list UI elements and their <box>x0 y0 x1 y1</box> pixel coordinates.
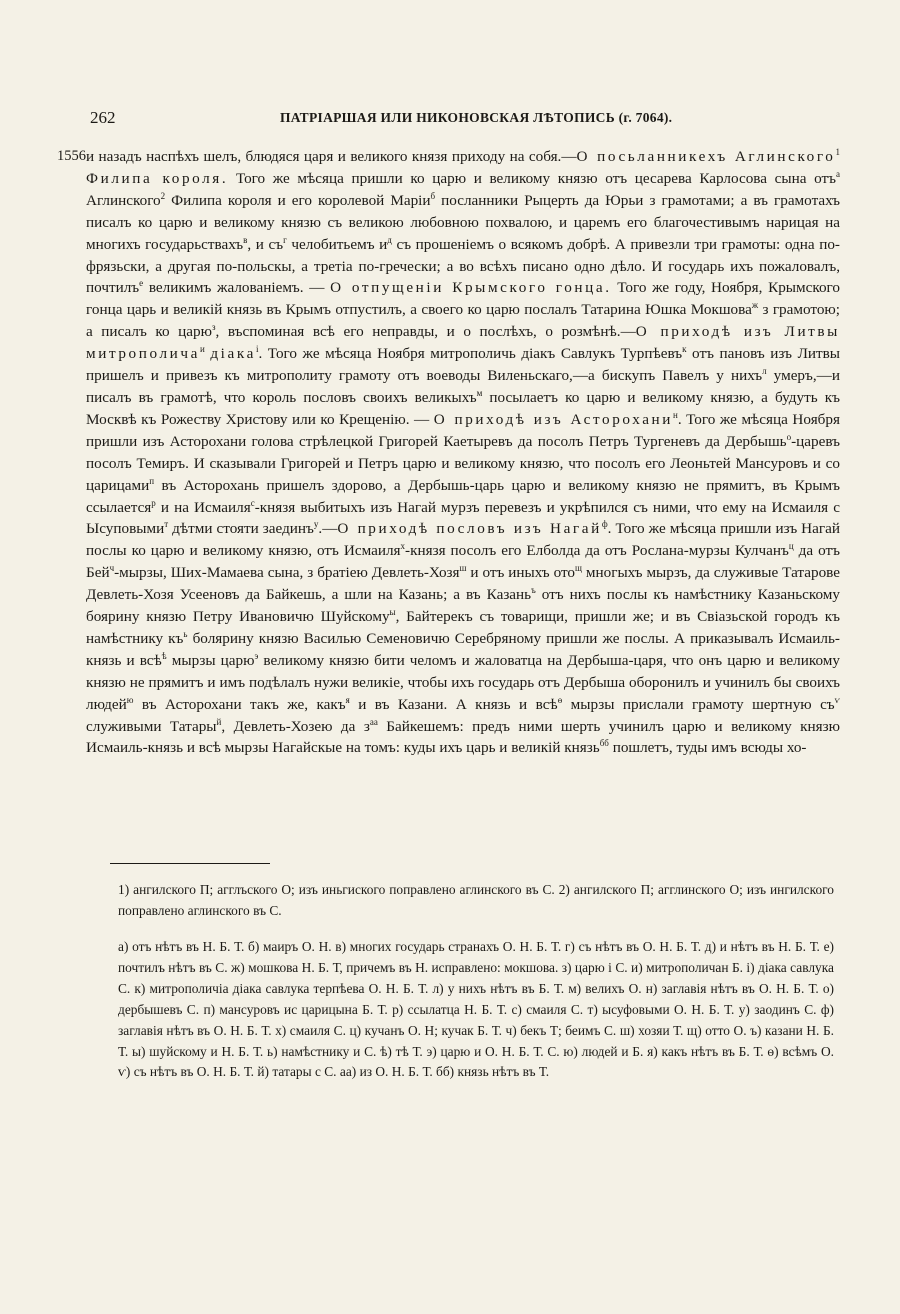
text-run: Байкешемъ: предъ ними шерть учинилъ царю и великому князю Исмаиль-князь и всѣ мырзы Нагайскые на томъ: куды ихъ царь и великій князь <box>86 717 841 757</box>
section-heading: Филипа короля. <box>86 169 229 187</box>
text-run: Аглинского <box>86 191 161 209</box>
text-run: дѣтми стояти заединъ <box>168 520 314 538</box>
variant-ref[interactable]: с <box>250 497 255 508</box>
section-heading: О отпущеніи Крымского гонца. <box>330 279 612 297</box>
text-run: отъ пановъ изъ Литвы пришелъ и привезъ къ митрополиту грамоту отъ воеводы Виленьскаго,—а бискупъ Павелъ у нихъ <box>86 345 841 385</box>
variant-ref[interactable]: у <box>313 519 319 530</box>
variant-ref[interactable]: ч <box>109 563 115 574</box>
text-run: -мырзы, Ших-Мамаева сына, з братіею Девлеть-Хозя <box>114 564 460 582</box>
variant-ref[interactable]: а <box>836 168 840 179</box>
text-run: , и съ <box>247 235 284 253</box>
text-run: Филипа короля и его королевой Маріи <box>165 191 431 209</box>
section-heading: О приходѣ пословъ изъ Нагай <box>337 520 602 538</box>
text-run: мырзы царю <box>166 651 255 669</box>
text-run: . Того же мѣсяца Ноября митрополичь діакъ Савлукъ Турпѣевъ <box>258 345 683 363</box>
section-heading: О посьланникехъ Аглинского <box>576 148 836 165</box>
text-run: болярину князю Василью Семеновичю Серебряному пришли же послы. А приказывалъ Исмаиль-князь и всѣ <box>86 629 840 669</box>
variant-ref[interactable]: т <box>164 519 169 530</box>
variant-ref[interactable]: я <box>345 694 350 705</box>
numbered-footnotes <box>118 880 834 921</box>
variant-ref[interactable]: в <box>243 234 248 245</box>
variant-ref[interactable]: ф <box>601 519 608 530</box>
variant-ref[interactable]: з <box>211 322 216 333</box>
footnote-divider <box>110 863 270 864</box>
text-run: -князя посолъ его Елболда да отъ Рослана-мурзы Кулчанъ <box>405 542 789 560</box>
variant-ref[interactable]: ѵ <box>834 694 840 705</box>
variant-ref[interactable]: ь <box>183 628 188 639</box>
page-header <box>90 108 830 134</box>
variant-ref[interactable]: б <box>430 190 436 201</box>
variant-ref[interactable]: ш <box>459 563 467 574</box>
text-run: пошлетъ, туды имъ всюды хо- <box>608 739 807 757</box>
text-run: отъ нихъ послы къ намѣстнику Казаньскому боярину князю Петру Ивановичю Шуйскому <box>86 586 840 626</box>
variant-ref[interactable]: ѳ <box>557 694 563 705</box>
text-run: великому князю бити челомъ и жаловатца на Дербыша-царя, что онъ царю и великому князю не прямитъ и имъ подѣлалъ нужи великіе, чтобы ихъ государь отъ Дербыша оборонилъ и учинилъ бы своихъ людей <box>86 651 840 713</box>
text-run: . Того же мѣсяца Ноября пришли изъ Асторохани голова стрѣлецкой Григорей Каетыревъ да посолъ Петръ Тургеневъ да Дербышь <box>86 410 840 450</box>
variant-ref[interactable]: х <box>400 541 406 552</box>
text-run: з грамотою; а писалъ ко царю <box>86 301 840 341</box>
main-text <box>86 146 840 759</box>
variant-apparatus <box>118 937 834 1083</box>
text-run: посланники Рыцерть да Юрьи з грамотами; а въ грамотахъ писалъ ко царю и великому князю съ великою любовною похвалою, и царемъ его благочестивымъ нарицая на многихъ государьствахъ <box>86 191 840 253</box>
variant-ref[interactable]: бб <box>599 738 609 749</box>
variant-ref[interactable]: й <box>216 716 222 727</box>
variant-ref[interactable]: н <box>673 409 678 420</box>
text-run: .— <box>318 520 338 538</box>
text-run: посылаетъ ко царю и великому князю, а будуть къ Москвѣ къ Рожеству Христову или ко Крещенію. — <box>86 388 840 428</box>
margin-year: 1556 <box>57 148 86 164</box>
text-run: Того же мѣсяца пришли ко царю и великому князю отъ цесарева Карлосова сына отъ <box>228 169 836 187</box>
variant-ref[interactable]: к <box>682 344 687 355</box>
text-run: въ Асторохани такъ же, какъ <box>133 695 346 713</box>
variant-ref[interactable]: р <box>151 497 156 508</box>
text-run: и въ Казани. А князь и всѣ <box>349 695 558 713</box>
text-run: -царевъ посолъ Темиръ. И сказывали Григорей и Петръ царю и великому князю, что посолъ его Леоньтей Мансуровъ и со царицами <box>86 432 840 494</box>
running-title: ПАТРІАРШАЯ ИЛИ НИКОНОВСКАЯ ЛѢТОПИСЬ (г. 7064). <box>280 110 673 125</box>
variant-ref[interactable]: ы <box>389 607 396 618</box>
variant-ref[interactable]: ѣ <box>161 650 167 661</box>
text-run: съ прошеніемъ о всякомъ добрѣ. А привезли три грамоты: одна по-фрязьски, а другая по-польскы, а третіа по-гречески; а во всѣхъ писано одно дѣло. И государь ихъ пожаловалъ, почтилъ <box>86 235 840 297</box>
page-number: 262 <box>90 108 116 127</box>
variant-ref[interactable]: п <box>149 475 155 486</box>
variant-ref[interactable]: г <box>283 234 287 245</box>
text-run: Того же году, Ноября, Крымского гонца царь и великій князь въ Крымъ отпустилъ, а своего ко царю послалъ Татарина Юшка Мокшова <box>86 279 840 319</box>
text-run: -князя выбитыхъ изъ Нагай мурзъ перевезъ и укрѣпился съ ними, что ему на Исмаиля с Ысуповыми <box>86 498 840 538</box>
text-run: челобитьемъ и <box>286 235 388 253</box>
text-run: мырзы прислали грамоту шертную съ <box>562 695 835 713</box>
text-run: въ Асторохань пришелъ здорово, а Дербышь-царь царю и великому князю не прямитъ, въ Крымъ ссылается <box>86 476 840 516</box>
text-run: великимъ жалованіемъ. — <box>143 279 331 297</box>
footnote-ref[interactable]: 2 <box>160 190 166 201</box>
footnote-ref[interactable]: 1 <box>835 147 840 157</box>
variant-ref[interactable]: о <box>786 431 792 442</box>
text-run: и на Исмаиля <box>155 498 251 516</box>
variant-ref[interactable]: е <box>139 278 144 289</box>
text-run: . Того же мѣсяца пришли изъ Нагай послы ко царю и великому князю, отъ Исмаиля <box>86 520 840 560</box>
section-heading: діака <box>210 345 256 363</box>
variant-ref[interactable]: д <box>387 234 392 245</box>
variant-ref[interactable]: ц <box>788 541 794 552</box>
section-heading: О приходѣ изъ Литвы митрополича <box>86 323 840 363</box>
text-run: и назадъ наспѣхъ шелъ, блюдяся царя и великого князя приходу на собя.— <box>86 148 577 165</box>
variant-ref[interactable]: щ <box>575 563 582 574</box>
text-run: да отъ Бей <box>86 542 840 582</box>
text-run: и отъ иныхъ ото <box>466 564 575 582</box>
variant-ref[interactable]: э <box>254 650 259 661</box>
text-run: умеръ,—и писалъ въ грамотѣ, что король пословъ своихъ великыхъ <box>86 367 840 406</box>
variant-ref[interactable]: ж <box>751 300 759 311</box>
variant-ref[interactable]: и <box>199 344 205 355</box>
text-run: многыхъ мырзъ, да служивые Татарове Девлеть-Хозя Усееновъ да Байкешь, а шли на Казань; а въ Казань <box>86 564 840 604</box>
text-run: служивыми Татары <box>86 717 217 735</box>
text-run: , Байтерекъ съ товарищи, пришли же; и въ Свіазьской городъ къ намѣстнику къ <box>86 608 840 647</box>
variant-ref[interactable]: м <box>476 387 483 398</box>
footnote-item: 1) ангилского П; агглъского О; изъ иньгиского поправлено аглинского въ С. 2) ангилского П; агглинского О; изъ ингилского поправлено аглинского въ С. <box>118 882 834 918</box>
variant-ref[interactable]: аа <box>369 716 378 727</box>
variant-ref[interactable]: і <box>255 344 259 355</box>
variant-ref[interactable]: ъ <box>531 585 536 596</box>
text-run: , Девлеть-Хозею да з <box>221 717 370 735</box>
variant-ref[interactable]: ю <box>126 694 134 705</box>
section-heading: О приходѣ изъ Асторохани <box>433 410 674 428</box>
variant-ref[interactable]: л <box>762 366 767 377</box>
text-run: , въспоминая всѣ его неправды, и о послѣхъ, о розмѣнѣ.— <box>215 323 636 341</box>
variant-notes: а) отъ нѣтъ въ Н. Б. Т. б) маиръ О. Н. в) многих государь странахъ О. Н. Б. Т. г) съ нѣтъ въ О. Н. Б. Т. д) и нѣтъ въ Н. Б. Т. е) почтилъ нѣтъ въ С. ж) мошкова Н. Б. Т, причемъ въ Н. исправлено: мокшова. з) царю і С. и) митрополичан Б. і) діака савлука С. к) митрополичіа діака савлука терпѣева О. Н. Б. Т. л) у нихъ нѣтъ въ Б. Т. м) велихъ О. н) заглавія нѣтъ въ О. Н. Б. Т. о) дербышевъ С. п) мансуровъ ис царицына Б. Т. р) ссылатца Н. Б. Т. с) смаиля С. т) ысуфовыми О. Н. Б. Т. у) заодинъ С. ф) заглавія нѣтъ въ О. Н. Б. Т. х) смаиля С. ц) кучанъ О. Н; кучак Б. Т. ч) бекъ Т; беимъ С. ш) хозяи Т. щ) отто О. ъ) казани Н. Б. Т. ы) шуйскому и Н. Б. Т. ь) намѣстнику и С. ѣ) тѣ Т. э) царю и О. Н. Б. Т. С. ю) людей и Б. я) какъ нѣтъ въ Б. Т. ѳ) всѣмъ О. ѵ) съ нѣтъ въ О. Н. Б. Т. й) татары с С. аа) из О. Н. Б. Т. бб) князь нѣтъ въ Т. <box>118 939 834 1080</box>
